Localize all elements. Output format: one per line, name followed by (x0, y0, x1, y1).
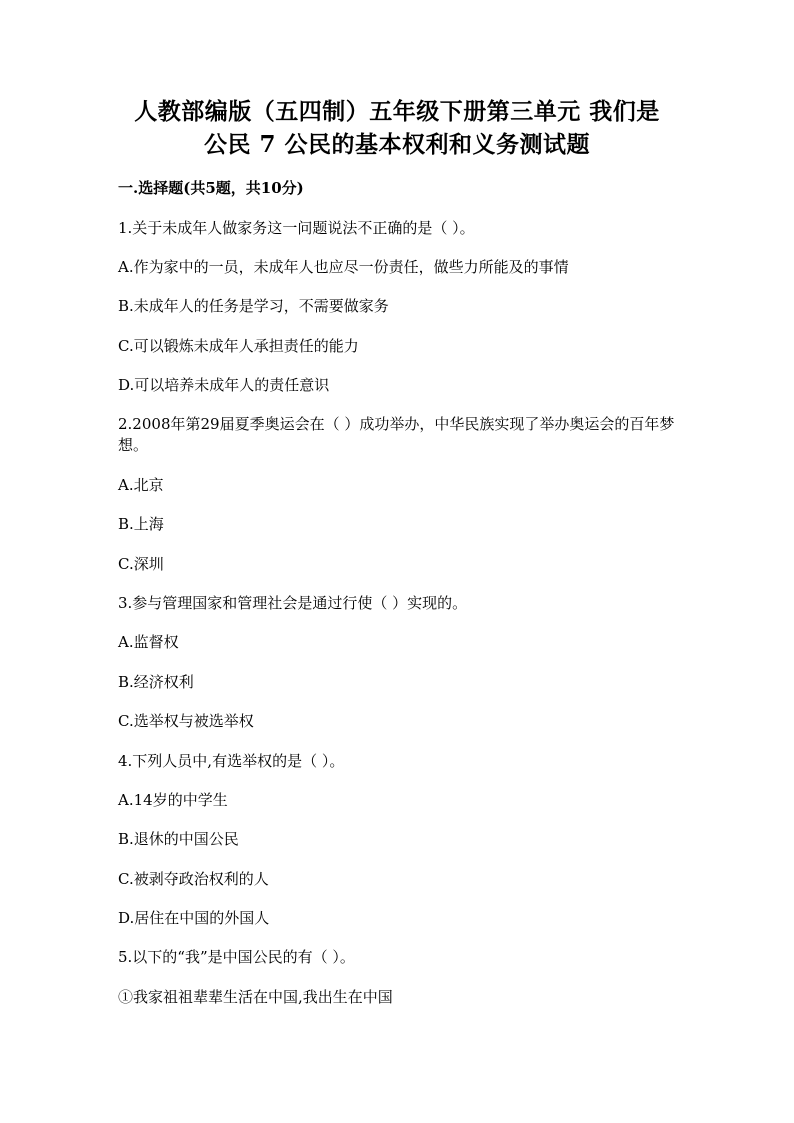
question-1-option-d: D.可以培养未成年人的责任意识 (118, 376, 330, 394)
question-1-option-c: C.可以锻炼未成年人承担责任的能力 (118, 337, 359, 355)
question-3-option-a: A.监督权 (118, 633, 179, 651)
section-heading: 一.选择题(共5题，共10分) (118, 179, 304, 197)
question-4-option-d: D.居住在中国的外国人 (118, 909, 270, 927)
question-4-option-b: B.退休的中国公民 (118, 830, 239, 848)
question-3-option-c: C.选举权与被选举权 (118, 712, 254, 730)
question-5-option-1: ①我家祖祖辈辈生活在中国,我出生在中国 (118, 988, 393, 1006)
question-2-option-a: A.北京 (118, 476, 164, 494)
question-2-option-b: B.上海 (118, 515, 164, 533)
question-4-option-a: A.14岁的中学生 (118, 791, 228, 809)
question-3-stem: 3.参与管理国家和管理社会是通过行使（ ）实现的。 (118, 594, 468, 612)
question-4-stem: 4.下列人员中,有选举权的是（ ）。 (118, 752, 345, 770)
question-1-option-b: B.未成年人的任务是学习，不需要做家务 (118, 297, 389, 315)
document-title-line-1: 人教部编版（五四制）五年级下册第三单元 我们是 (134, 98, 660, 125)
question-2-option-c: C.深圳 (118, 555, 164, 573)
question-1-stem: 1.关于未成年人做家务这一问题说法不正确的是（ ）。 (118, 219, 475, 237)
question-2-stem: 2.2008年第29届夏季奥运会在（ ）成功举办，中华民族实现了举办奥运会的百年梦想。 (118, 415, 675, 454)
question-4-option-c: C.被剥夺政治权利的人 (118, 870, 269, 888)
question-1-option-a: A.作为家中的一员，未成年人也应尽一份责任，做些力所能及的事情 (118, 258, 569, 276)
question-3-option-b: B.经济权利 (118, 673, 194, 691)
question-5-stem: 5.以下的“我”是中国公民的有（ ）。 (118, 948, 355, 966)
document-title-line-2: 公民 7 公民的基本权利和义务测试题 (203, 131, 591, 158)
